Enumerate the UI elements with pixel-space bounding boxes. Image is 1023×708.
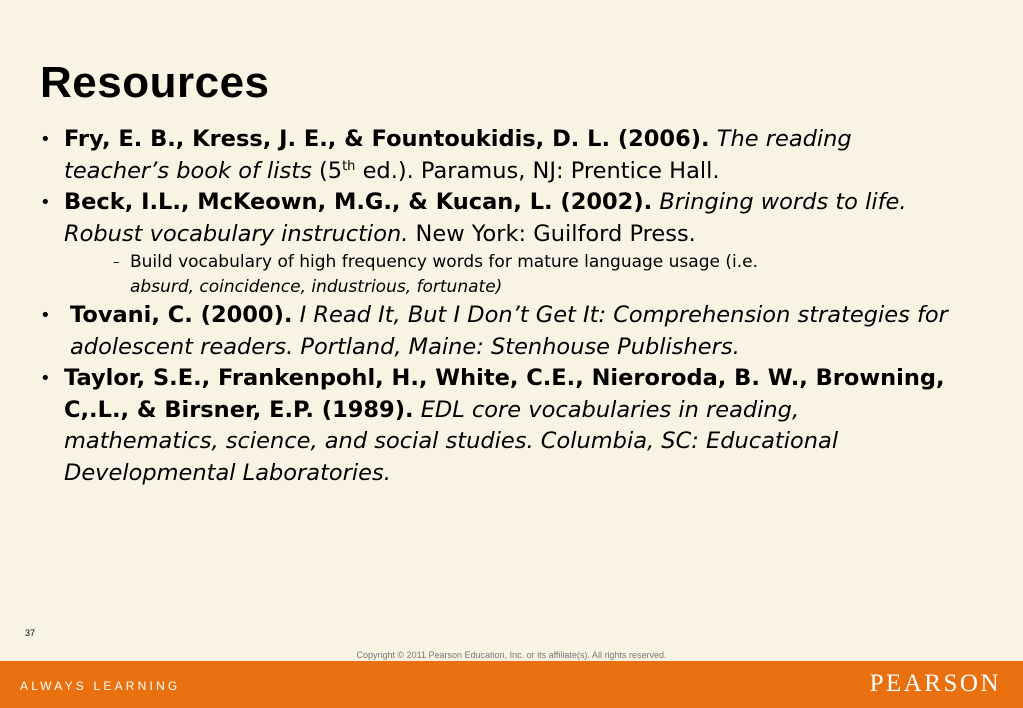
page-number: 37	[25, 628, 36, 638]
reference-item-fry	[40, 124, 960, 187]
note-examples: absurd, coincidence, industrious, fortunate)	[130, 277, 503, 297]
bullet-icon: •	[40, 305, 51, 326]
reference-title: I Read It, But I Don’t Get It: Comprehension strategies for adolescent readers. Portland, Maine: Stenhouse Publishers.	[70, 302, 948, 360]
reference-title: EDL core vocabularies in reading, mathematics, science, and social studies. Columbia, SC: Educational Developmental Laboratories.	[64, 396, 839, 486]
reference-title: Bringing words to life. Robust vocabulary instruction.	[64, 189, 907, 247]
reference-title: The reading teacher’s book of lists	[64, 126, 852, 184]
reference-publisher: ed.). Paramus, NJ: Prentice Hall.	[362, 157, 720, 184]
pearson-logo: PEARSON	[869, 670, 1001, 697]
reference-edition: (5	[318, 157, 343, 184]
reference-authors: Fry, E. B., Kress, J. E., & Fountoukidis, D. L. (2006).	[64, 126, 710, 152]
reference-edition-superscript: th	[342, 158, 356, 174]
reference-authors: Taylor, S.E., Frankenpohl, H., White, C.E., Nieroroda, B. W., Browning, C,.L., & Birsner, E.P. (1989).	[64, 365, 945, 423]
reference-publisher: New York: Guilford Press.	[415, 220, 696, 247]
reference-item-taylor	[40, 363, 960, 489]
bullet-icon: •	[40, 192, 51, 213]
footer-tagline: ALWAYS LEARNING	[20, 679, 181, 693]
footer-bar	[0, 661, 1023, 708]
copyright-notice: Copyright © 2011 Pearson Education, Inc. or its affiliate(s). All rights reserved.	[356, 650, 667, 660]
bullet-icon: •	[40, 368, 51, 389]
slide-title: Resources	[40, 58, 270, 107]
reference-authors: Beck, I.L., McKeown, M.G., & Kucan, L. (2002).	[64, 189, 653, 215]
reference-authors: Tovani, C. (2000).	[70, 302, 293, 328]
reference-item-tovani	[40, 300, 960, 363]
note-text: Build vocabulary of high frequency words for mature language usage (i.e.	[130, 252, 758, 272]
bullet-icon: •	[40, 129, 51, 150]
reference-note-beck	[40, 250, 960, 300]
reference-list	[40, 124, 960, 489]
reference-item-beck	[40, 187, 960, 250]
dash-icon: –	[113, 255, 120, 270]
